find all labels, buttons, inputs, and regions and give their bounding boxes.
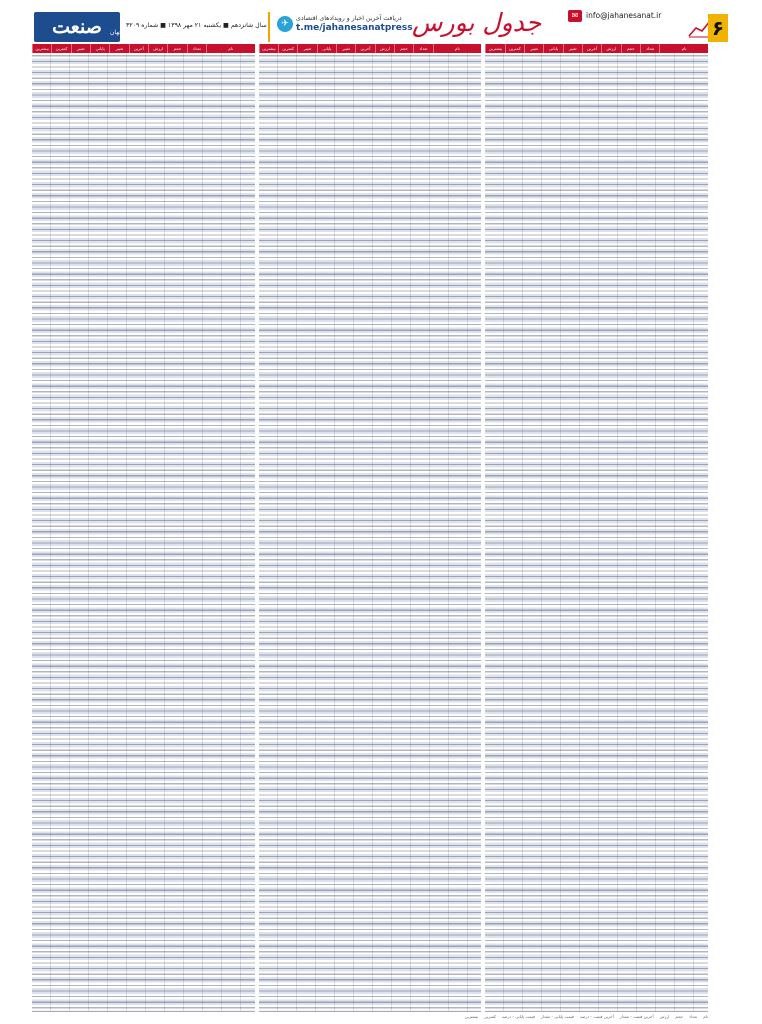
masthead bbox=[30, 8, 730, 44]
section-title: جدول بورس bbox=[412, 8, 542, 37]
header-cell: حجم bbox=[167, 44, 186, 53]
logo-subtitle: جهان bbox=[110, 29, 123, 36]
issue-date-line: سال شانزدهم ■ یکشنبه ۲۱ مهر ۱۳۹۸ ■ شماره ۳۲۰۹ bbox=[126, 22, 267, 29]
header-divider bbox=[268, 12, 270, 42]
table-body bbox=[485, 53, 708, 1012]
header-cell: نام bbox=[659, 44, 708, 53]
telegram-caption: دریافت آخرین اخبار و رویدادهای اقتصادی bbox=[296, 15, 402, 22]
header-cell: تعداد bbox=[187, 44, 206, 53]
header-cell: تغییر bbox=[109, 44, 128, 53]
header-cell: کمترین bbox=[278, 44, 297, 53]
header-cell: پایانی bbox=[543, 44, 562, 53]
legend-item: کمترین bbox=[484, 1014, 496, 1019]
table-column-2 bbox=[259, 44, 482, 1012]
header-cell: کمترین bbox=[51, 44, 70, 53]
table-rows bbox=[32, 53, 255, 1011]
header-cell: نام bbox=[433, 44, 482, 53]
legend-item: قیمت پایانی - درصد bbox=[501, 1014, 535, 1019]
header-cell: پایانی bbox=[90, 44, 109, 53]
contact-email[interactable]: info@jahanesanat.ir bbox=[586, 11, 662, 20]
header-cell: ارزش bbox=[601, 44, 620, 53]
header-cell: کمترین bbox=[505, 44, 524, 53]
legend-item: آخرین قیمت - مقدار bbox=[619, 1014, 654, 1019]
header-legend bbox=[32, 1014, 708, 1019]
header-cell: نام bbox=[206, 44, 255, 53]
header-cell: آخرین bbox=[355, 44, 374, 53]
header-cell: تغییر bbox=[71, 44, 90, 53]
header-cell: ارزش bbox=[375, 44, 394, 53]
header-cell: تعداد bbox=[413, 44, 432, 53]
header-cell: تعداد bbox=[640, 44, 659, 53]
table-header bbox=[259, 44, 482, 53]
table-header bbox=[32, 44, 255, 53]
legend-item: قیمت پایانی - مقدار bbox=[540, 1014, 574, 1019]
header-cell: تغییر bbox=[336, 44, 355, 53]
table-rows bbox=[485, 53, 708, 1011]
table-rows bbox=[259, 53, 482, 1011]
telegram-icon[interactable]: ✈ bbox=[277, 16, 293, 32]
header-cell: تغییر bbox=[524, 44, 543, 53]
header-cell: حجم bbox=[621, 44, 640, 53]
legend-item: نام bbox=[703, 1014, 708, 1019]
mail-icon: ✉ bbox=[568, 10, 582, 22]
table-header bbox=[485, 44, 708, 53]
legend-item: بیشترین bbox=[464, 1014, 479, 1019]
header-cell: بیشترین bbox=[485, 44, 504, 53]
table-body bbox=[32, 53, 255, 1012]
page-number: ۶ bbox=[708, 14, 728, 42]
legend-item: آخرین قیمت - درصد bbox=[579, 1014, 614, 1019]
legend-item: حجم bbox=[675, 1014, 684, 1019]
stock-tables bbox=[32, 44, 708, 1012]
header-cell: آخرین bbox=[582, 44, 601, 53]
header-cell: بیشترین bbox=[32, 44, 51, 53]
table-column-3 bbox=[485, 44, 708, 1012]
header-cell: تغییر bbox=[297, 44, 316, 53]
header-cell: بیشترین bbox=[259, 44, 278, 53]
table-column-1 bbox=[32, 44, 255, 1012]
newspaper-logo[interactable] bbox=[34, 12, 120, 42]
logo-text: صنعت bbox=[52, 16, 102, 38]
telegram-handle[interactable]: t.me/jahanesanatpress bbox=[296, 23, 413, 33]
table-body bbox=[259, 53, 482, 1012]
header-cell: حجم bbox=[394, 44, 413, 53]
legend-item: تعداد bbox=[689, 1014, 698, 1019]
legend-item: ارزش bbox=[659, 1014, 670, 1019]
header-cell: پایانی bbox=[317, 44, 336, 53]
header-cell: آخرین bbox=[129, 44, 148, 53]
header-cell: تغییر bbox=[563, 44, 582, 53]
header-cell: ارزش bbox=[148, 44, 167, 53]
